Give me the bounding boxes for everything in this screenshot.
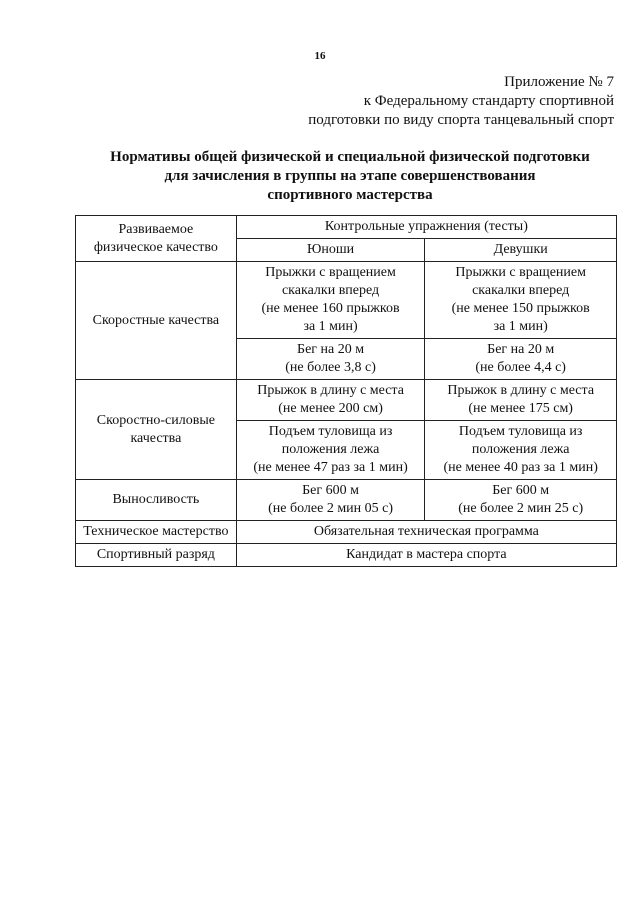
title-line-2: для зачисления в группы на этапе совершенствования (164, 168, 536, 184)
cell-line: (не менее 175 см) (468, 401, 573, 416)
cell-line: (не более 2 мин 05 с) (268, 501, 394, 516)
endurance-boys-cell (236, 480, 425, 521)
appendix-block (308, 73, 614, 130)
header-boys-cell: Юноши (236, 239, 425, 262)
cell-line: Прыжки с вращением (455, 265, 586, 280)
cell-line: (не менее 200 см) (278, 401, 383, 416)
header-quality-cell (76, 216, 237, 262)
cell-line: за 1 мин) (303, 319, 358, 334)
title-line-3: спортивного мастерства (267, 187, 433, 203)
speed-run-girls-cell (425, 339, 617, 380)
cell-line: положения лежа (281, 442, 380, 457)
header-quality-line-2: физическое качество (93, 239, 218, 255)
cell-line: (не менее 160 прыжков (261, 301, 400, 316)
rank-value-cell: Кандидат в мастера спорта (236, 544, 616, 567)
speed-label-cell: Скоростные качества (76, 262, 237, 380)
header-girls-cell: Девушки (425, 239, 617, 262)
situps-boys-cell (236, 421, 425, 480)
cell-line: (не более 4,4 с) (475, 360, 566, 375)
cell-line: Прыжок в длину с места (257, 383, 404, 398)
cell-line: скакалки вперед (472, 283, 570, 298)
page-number: 16 (314, 50, 326, 62)
situps-girls-cell (425, 421, 617, 480)
technical-label-cell: Техническое мастерство (76, 521, 237, 544)
cell-line: за 1 мин) (493, 319, 548, 334)
appendix-line-2: к Федеральному стандарту спортивной (363, 93, 614, 109)
table-header-row (76, 216, 617, 239)
cell-line: Подъем туловища из (268, 424, 393, 439)
speed-rope-girls-cell (425, 262, 617, 339)
cell-line: Прыжок в длину с места (447, 383, 595, 398)
table-row (76, 544, 617, 567)
speed-strength-label-cell (76, 380, 237, 480)
cell-line: Бег на 20 м (487, 342, 555, 357)
endurance-label-cell: Выносливость (76, 480, 237, 521)
cell-line: Бег 600 м (302, 483, 359, 498)
cell-line: Бег на 20 м (297, 342, 365, 357)
rank-label-cell: Спортивный разряд (76, 544, 237, 567)
document-title (0, 148, 640, 205)
cell-line: (не менее 150 прыжков (451, 301, 590, 316)
cell-line: (не более 3,8 с) (285, 360, 376, 375)
table-row (76, 521, 617, 544)
jump-girls-cell (425, 380, 617, 421)
cell-line: Подъем туловища из (458, 424, 583, 439)
cell-line: положения лежа (471, 442, 570, 457)
table-row (76, 262, 617, 339)
speed-run-boys-cell (236, 339, 425, 380)
cell-line: (не более 2 мин 25 с) (458, 501, 584, 516)
title-line-1: Нормативы общей физической и специальной физической подготовки (110, 149, 590, 165)
table-row (76, 380, 617, 421)
jump-boys-cell (236, 380, 425, 421)
cell-line: Бег 600 м (492, 483, 550, 498)
cell-line: скакалки вперед (281, 283, 380, 298)
table-row (76, 480, 617, 521)
standards-table (75, 215, 617, 567)
header-tests-cell: Контрольные упражнения (тесты) (236, 216, 616, 239)
cell-line: (не менее 47 раз за 1 мин) (253, 460, 408, 475)
endurance-girls-cell (425, 480, 617, 521)
appendix-line-3: подготовки по виду спорта танцевальный спорт (308, 112, 614, 128)
cell-line: Прыжки с вращением (265, 265, 396, 280)
appendix-line-1: Приложение № 7 (504, 74, 614, 90)
cell-line: Скоростно-силовые (96, 412, 215, 428)
cell-line: (не менее 40 раз за 1 мин) (443, 460, 598, 475)
speed-rope-boys-cell (236, 262, 425, 339)
cell-line: качества (130, 430, 182, 446)
header-quality-line-1: Развиваемое (118, 221, 194, 237)
technical-value-cell: Обязательная техническая программа (236, 521, 616, 544)
